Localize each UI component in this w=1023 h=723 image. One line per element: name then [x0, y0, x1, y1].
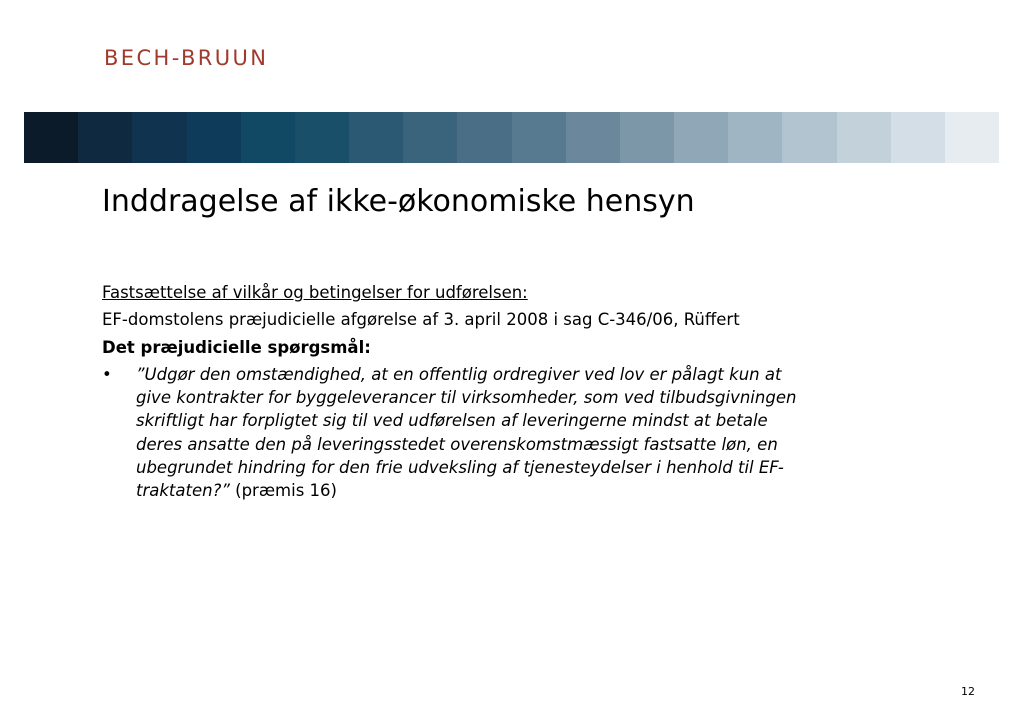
- slide-body: [102, 281, 932, 503]
- color-band-segment: [566, 112, 620, 163]
- question-heading: Det præjudicielle spørgsmål:: [102, 337, 371, 357]
- quote-line: skriftligt har forpligtet sig til ved udførelsen af leveringerne mindst at betale: [136, 411, 768, 431]
- slide-title: Inddragelse af ikke-økonomiske hensyn: [102, 184, 695, 219]
- company-logo: BECH-BRUUN: [104, 46, 269, 70]
- quote-bullet: [102, 363, 932, 503]
- color-band-segment: [782, 112, 836, 163]
- color-band-segment: [457, 112, 511, 163]
- color-band-segment: [837, 112, 891, 163]
- quote-line: ubegrundet hindring for den frie udveksling af tjenesteydelser i henhold til EF-: [136, 458, 784, 478]
- color-band-segment: [241, 112, 295, 163]
- color-band-segment: [945, 112, 999, 163]
- color-band-segment: [891, 112, 945, 163]
- color-band-segment: [132, 112, 186, 163]
- bullet-text: [136, 363, 932, 503]
- section-subheading: Fastsættelse af vilkår og betingelser for udførelsen:: [102, 283, 528, 302]
- color-band-segment: [24, 112, 78, 163]
- color-band-segment: [728, 112, 782, 163]
- color-band-segment: [187, 112, 241, 163]
- page-number: 12: [961, 685, 975, 698]
- quote-line: traktaten?”: [136, 481, 230, 501]
- bullet-icon: •: [102, 364, 112, 384]
- quote-line: ”Udgør den omstændighed, at en offentlig ordregiver ved lov er pålagt kun at: [136, 364, 782, 384]
- color-band-segment: [78, 112, 132, 163]
- color-band-segment: [403, 112, 457, 163]
- case-reference: EF-domstolens præjudicielle afgørelse af 3. april 2008 i sag C-346/06, Rüffert: [102, 310, 740, 330]
- paragraph-reference: (præmis 16): [229, 481, 337, 501]
- color-band-segment: [512, 112, 566, 163]
- color-band-segment: [349, 112, 403, 163]
- quote-line: give kontrakter for byggeleverancer til virksomheder, som ved tilbudsgivningen: [136, 388, 797, 408]
- color-band-segment: [620, 112, 674, 163]
- color-band-segment: [674, 112, 728, 163]
- decorative-color-band: [24, 112, 999, 163]
- color-band-segment: [295, 112, 349, 163]
- quote-line: deres ansatte den på leveringsstedet overenskomstmæssigt fastsatte løn, en: [136, 434, 778, 454]
